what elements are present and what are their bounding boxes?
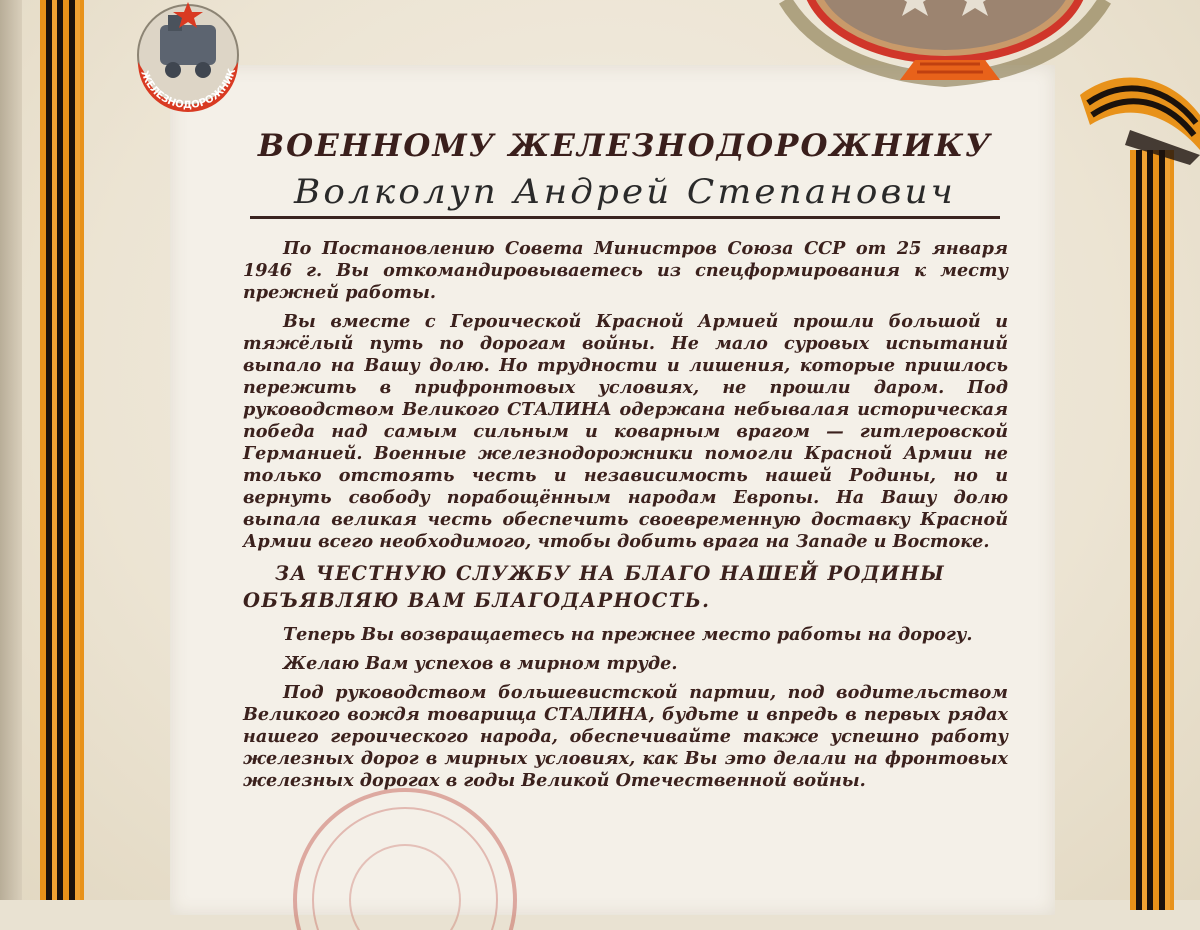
- laurel-wreath-icon: [745, 0, 1165, 110]
- badge-text: ЖЕЛЕЗНОДОРОЖНИК: [138, 67, 239, 112]
- frame-edge: [0, 0, 22, 900]
- gratitude-line-1: ЗА ЧЕСТНУЮ СЛУЖБУ НА БЛАГО НАШЕЙ РОДИНЫ: [275, 562, 946, 585]
- body-paragraph-1: По Постановлению Совета Министров Союза ССР от 25 января 1946 г. Вы откомандировываетесь из спецформирования к месту прежней работы.: [243, 238, 1008, 303]
- document-heading: ВОЕННОМУ ЖЕЛЕЗНОДОРОЖНИКУ: [257, 128, 993, 164]
- closing-paragraph-1: Теперь Вы возвращаетесь на прежнее место работы на дорогу.: [283, 624, 973, 645]
- closing-paragraph-3: Под руководством большевистской партии, под водительством Великого вождя товарища СТАЛИНА, будьте и впредь в первых рядах нашего героического народа, обеспечивайте также успешно работу железных дорог в мирных условиях, как Вы это делали на фронтовых железных дорогах в годы Великой Отечественной войны.: [243, 682, 1008, 791]
- gratitude-line-2: ОБЪЯВЛЯЮ ВАМ БЛАГОДАРНОСТЬ.: [243, 589, 711, 612]
- railway-badge-icon: [128, 0, 248, 115]
- seal-stamp-icon: [270, 770, 540, 930]
- body-paragraph-2: Вы вместе с Героической Красной Армией прошли большой и тяжёлый путь по дорогам войны. Не мало суровых испытаний выпало на Вашу долю. Но трудности и лишения, которые пришлось пережить в прифронтовых условиях, не прошли даром. Под руководством Великого СТАЛИНА одержана небывалая историческая победа над самым сильным и коварным врагом — гитлеровской Германией. Военные железнодорожники помогли Красной Армии не только отстоять честь и независимость нашей Родины, но и вернуть свободу порабощённым народам Европы. На Вашу долю выпала великая честь обеспечить своевременную доставку Красной Армии всего необходимого, чтобы добить врага на Западе и Востоке.: [243, 311, 1008, 552]
- closing-paragraph-2: Желаю Вам успехов в мирном труде.: [283, 653, 678, 674]
- recipient-name: Волколуп Андрей Степанович: [293, 172, 956, 212]
- st-george-ribbon-left: [40, 0, 84, 900]
- document-body: [243, 238, 1008, 799]
- gratitude-statement: [243, 560, 1008, 614]
- st-george-ribbon-right: [1130, 150, 1174, 910]
- recipient-name-line: [250, 168, 1000, 219]
